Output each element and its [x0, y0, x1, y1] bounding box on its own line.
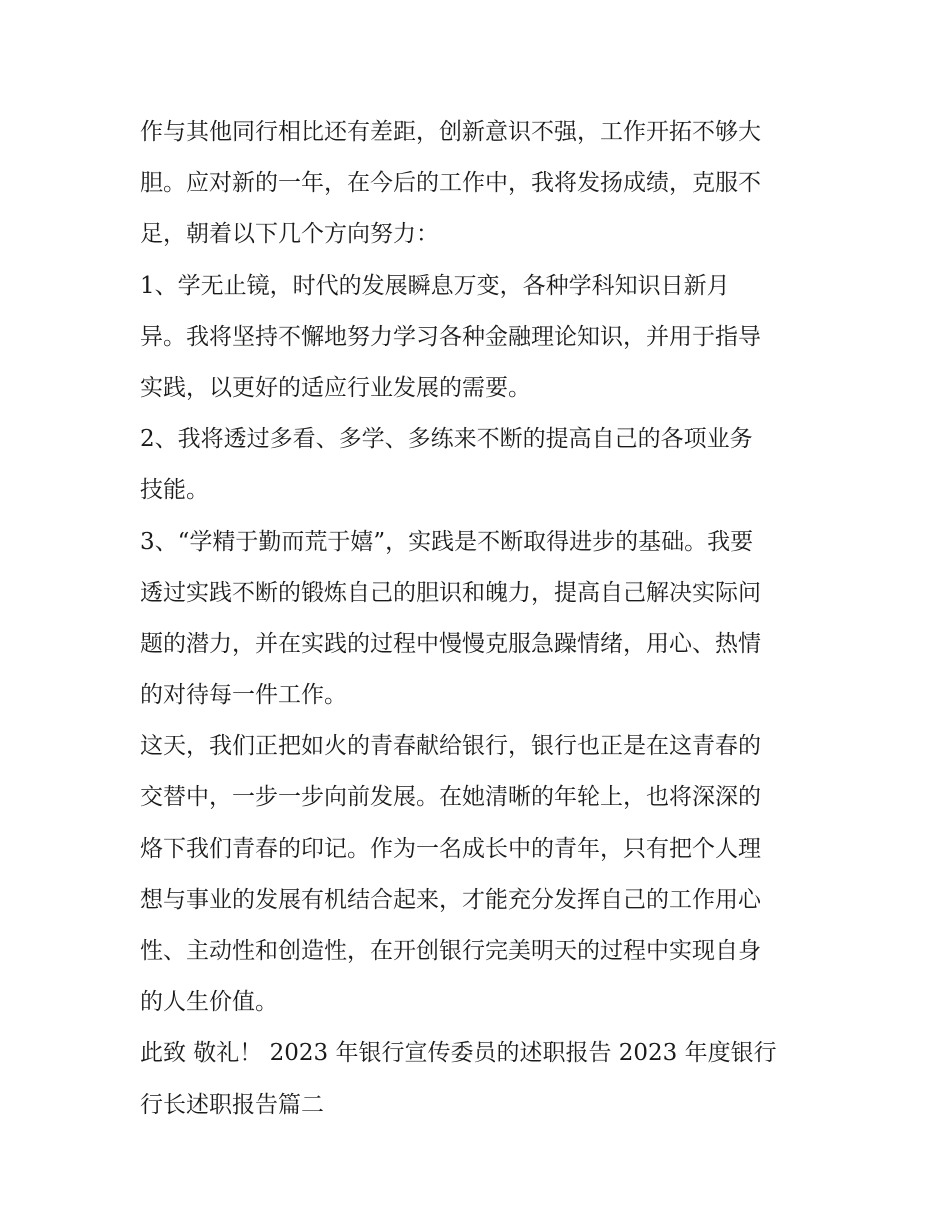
text-line: 2、我将透过多看、多学、多练来不断的提高自己的各项业务 [140, 426, 753, 453]
text-line: 的人生价值。 [140, 989, 278, 1016]
text-line: 行长述职报告篇二 [140, 1091, 324, 1118]
text-line: 的对待每一件工作。 [140, 682, 347, 709]
document-body [140, 107, 820, 1131]
text-line: 烙下我们青春的印记。作为一名成长中的青年，只有把个人理 [140, 835, 761, 862]
text-line: 题的潜力，并在实践的过程中慢慢克服急躁情绪，用心、热情 [140, 630, 761, 657]
text-line: 透过实践不断的锻炼自己的胆识和魄力，提高自己解决实际问 [140, 579, 761, 606]
text-line: 性、主动性和创造性，在开创银行完美明天的过程中实现自身 [140, 938, 761, 964]
text-line: 足，朝着以下几个方向努力： [140, 221, 439, 248]
text-line: 1、学无止镜，时代的发展瞬息万变，各种学科知识日新月 [140, 272, 730, 299]
text-line: 作与其他同行相比还有差距，创新意识不强，工作开拓不够大 [140, 119, 761, 145]
text-line: 此致 敬礼！ 2023 年银行宣传委员的述职报告 2023 年度银行 [140, 1040, 777, 1067]
text-line: 3、“学精于勤而荒于嬉”，实践是不断取得进步的基础。我要 [140, 528, 754, 555]
text-line: 这天，我们正把如火的青春献给银行，银行也正是在这青春的 [140, 733, 761, 760]
text-line: 实践，以更好的适应行业发展的需要。 [140, 374, 531, 401]
text-line: 想与事业的发展有机结合起来，才能充分发挥自己的工作用心 [140, 886, 761, 913]
text-line: 交替中，一步一步向前发展。在她清晰的年轮上，也将深深的 [140, 784, 761, 811]
text-line: 异。我将坚持不懈地努力学习各种金融理论知识，并用于指导 [140, 323, 761, 350]
text-line: 胆。应对新的一年，在今后的工作中，我将发扬成绩，克服不 [140, 170, 761, 197]
text-line: 技能。 [140, 477, 209, 504]
